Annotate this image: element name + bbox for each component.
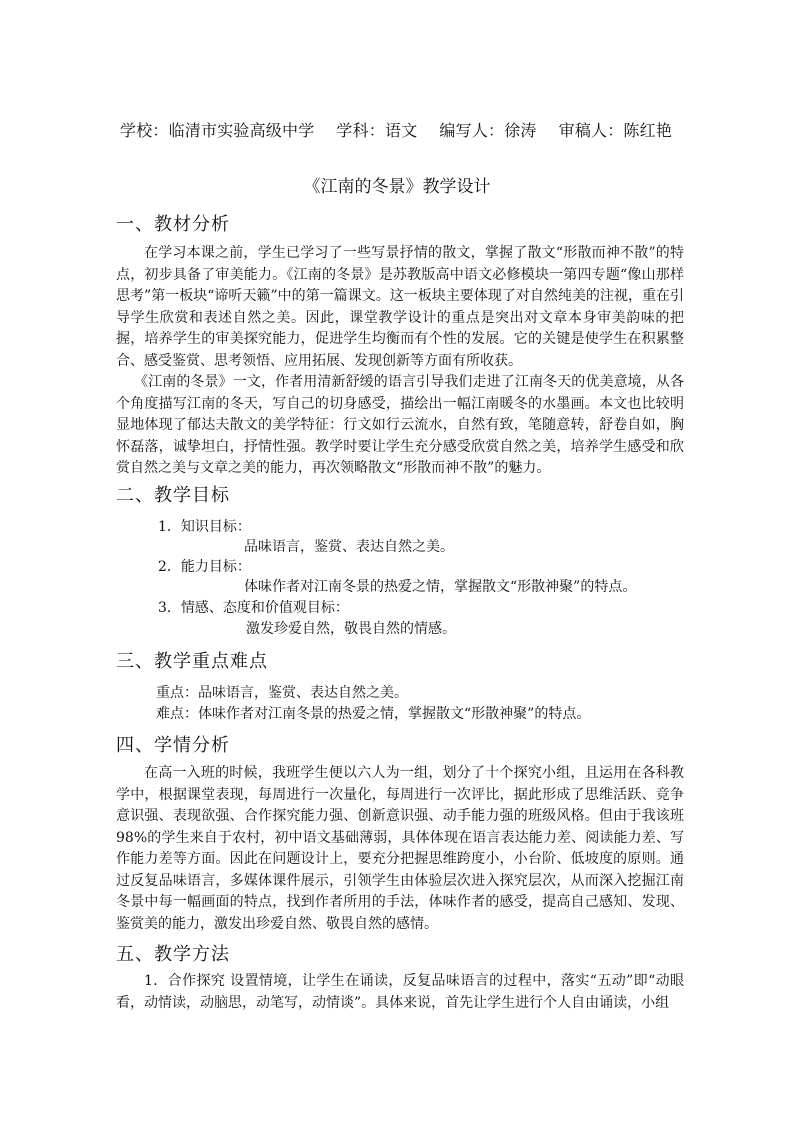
student-analysis-paragraph: 在高一入班的时候，我班学生便以六人为一组，划分了十个探究小组，且运用在各科教学中，根据课堂表现，每周进行一次量化，每周进行一次评比，据此形成了思维活跃、竞争意识强、表现欲强、合作探究能力强、创新意识强、动手能力强的班级风格。但由于我该班98%的学生来自于农村，初中语文基础薄弱，具体体现在语言表达能力差、阅读能力差、写作能力差等方面。因此在问题设计上，要充分把握思维跨度小，小台阶、低坡度的原则。通过反复品味语言，多媒体课件展示，引领学生由体验层次进入探究层次，从而深入挖掘江南冬景中每一幅画面的特点，找到作者所用的手法，体味作者的感受，提高自己感知、发现、鉴赏美的能力，激发出珍爱自然、敬畏自然的感情。 (116, 765, 684, 932)
section-heading-teaching-methods: 五、教学方法 (116, 944, 230, 965)
textbook-analysis-paragraph-2: 《江南的冬景》一文，作者用清新舒缓的语言引导我们走进了江南冬天的优美意境，从各个角度描写江南的冬天，写自己的切身感受，描绘出一幅江南暖冬的水墨画。本文也比较明显地体现了郁达夫散文的美学特征：行文如行云流水，自然有致，笔随意转，舒卷自如，胸怀磊落，诚挚坦白，抒情性强。教学时要让学生充分感受欣赏自然之美，培养学生感受和欣赏自然之美与文章之美的能力，再次领略散文“形散而神不散”的魅力。 (116, 374, 684, 476)
section-heading-textbook-analysis: 一、教材分析 (116, 214, 230, 235)
document-title: 《江南的冬景》教学设计 (303, 177, 491, 197)
section-heading-student-analysis: 四、学情分析 (116, 735, 230, 756)
difficult-point-text: 难点：体味作者对江南冬景的热爱之情，掌握散文“形散神聚”的特点。 (156, 706, 591, 722)
section-heading-teaching-goals: 二、教学目标 (116, 485, 230, 506)
emotion-goal-text: 激发珍爱自然，敬畏自然的情感。 (246, 621, 456, 637)
header-info (120, 118, 672, 141)
author-label: 编写人：徐涛 (439, 121, 537, 140)
subject-label: 学科：语文 (336, 121, 418, 140)
section-heading-key-difficult-points: 三、教学重点难点 (116, 651, 268, 672)
ability-goal-text: 体味作者对江南冬景的热爱之情，掌握散文“形散神聚”的特点。 (244, 579, 637, 595)
emotion-goal-label: 3．情感、态度和价值观目标： (158, 600, 349, 616)
key-point-text: 重点：品味语言，鉴赏、表达自然之美。 (156, 685, 408, 701)
textbook-analysis-paragraph-1: 在学习本课之前，学生已学习了一些写景抒情的散文，掌握了散文“形散而神不散”的特点，初步具备了审美能力。《江南的冬景》是苏教版高中语文必修模块一第四专题“像山那样思考”第一板块“谛听天籁”中的第一篇课文。这一板块主要体现了对自然纯美的注视，重在引导学生欣赏和表述自然之美。因此，课堂教学设计的重点是突出对文章本身审美韵味的把握，培养学生的审美探究能力，促进学生均衡而有个性的发展。它的关键是使学生在积累整合、感受鉴赏、思考领悟、应用拓展、发现创新等方面有所收获。 (116, 245, 684, 369)
teaching-methods-paragraph: 1．合作探究 设置情境，让学生在诵读，反复品味语言的过程中，落实“五动”即“动眼看，动情读，动脑思，动笔写，动情谈”。具体来说，首先让学生进行个人自由诵读，小组 (116, 973, 684, 1011)
knowledge-goal-label: 1．知识目标： (158, 519, 251, 535)
school-label: 学校：临清市实验高级中学 (120, 121, 315, 140)
reviewer-label: 审稿人：陈红艳 (558, 121, 673, 140)
knowledge-goal-text: 品味语言，鉴赏、表达自然之美。 (244, 539, 454, 555)
ability-goal-label: 2．能力目标： (158, 559, 251, 575)
